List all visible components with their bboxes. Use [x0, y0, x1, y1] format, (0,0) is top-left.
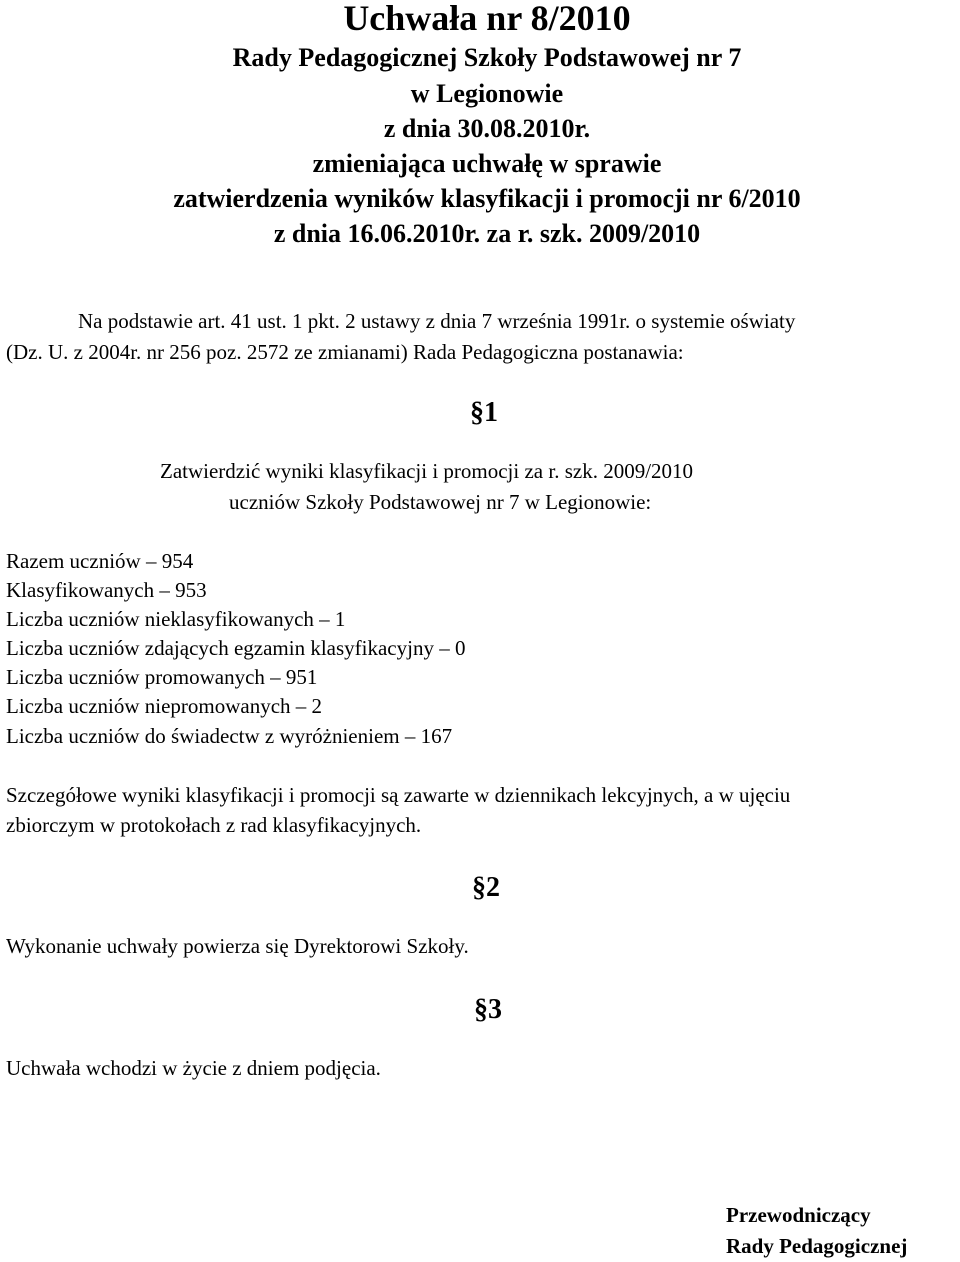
section3-text: Uchwała wchodzi w życie z dniem podjęcia. — [6, 1056, 381, 1080]
preamble-line-2: (Dz. U. z 2004r. nr 256 poz. 2572 ze zmianami) Rada Pedagogiczna postanawia: — [6, 340, 684, 364]
stat-not-promoted: Liczba uczniów niepromowanych – 2 — [6, 694, 323, 718]
stat-classified: Klasyfikowanych – 953 — [6, 578, 207, 602]
section1-intro-line-1: Zatwierdzić wyniki klasyfikacji i promocji za r. szk. 2009/2010 — [160, 459, 694, 483]
section1-details-line-2: zbiorczym w protokołach z rad klasyfikacyjnych. — [6, 813, 422, 837]
stat-classification-exam: Liczba uczniów zdających egzamin klasyfikacyjny – 0 — [6, 636, 466, 660]
section1-intro-line-2: uczniów Szkoły Podstawowej nr 7 w Legionowie: — [229, 490, 652, 514]
document-title: Uchwała nr 8/2010 — [343, 0, 631, 38]
signature-title: Przewodniczący — [726, 1203, 871, 1227]
header-line-subject-detail: zatwierdzenia wyników klasyfikacji i promocji nr 6/2010 — [173, 184, 801, 213]
section1-details-line-1: Szczegółowe wyniki klasyfikacji i promocji są zawarte w dziennikach lekcyjnych, a w ujęciu — [6, 783, 791, 807]
header-line-city: w Legionowie — [410, 79, 564, 108]
paragraph-symbol-2: §2 — [472, 872, 500, 903]
stat-honors-certificates: Liczba uczniów do świadectw z wyróżnieniem – 167 — [6, 724, 453, 748]
stat-unclassified: Liczba uczniów nieklasyfikowanych – 1 — [6, 607, 346, 631]
header-line-subject: zmieniająca uchwałę w sprawie — [312, 149, 662, 178]
section2-text: Wykonanie uchwały powierza się Dyrektorowi Szkoły. — [6, 934, 469, 958]
header-line-date: z dnia 30.08.2010r. — [383, 114, 591, 143]
header-line-reference: z dnia 16.06.2010r. za r. szk. 2009/2010 — [273, 219, 701, 248]
paragraph-symbol-3: §3 — [474, 994, 502, 1025]
preamble-line-1: Na podstawie art. 41 ust. 1 pkt. 2 ustawy z dnia 7 września 1991r. o systemie oświaty — [78, 309, 796, 333]
signature-council: Rady Pedagogicznej — [726, 1234, 908, 1258]
paragraph-symbol-1: §1 — [470, 397, 498, 428]
stat-promoted: Liczba uczniów promowanych – 951 — [6, 665, 318, 689]
header-line-council: Rady Pedagogicznej Szkoły Podstawowej nr 7 — [232, 43, 742, 72]
stat-total-students: Razem uczniów – 954 — [6, 549, 194, 573]
